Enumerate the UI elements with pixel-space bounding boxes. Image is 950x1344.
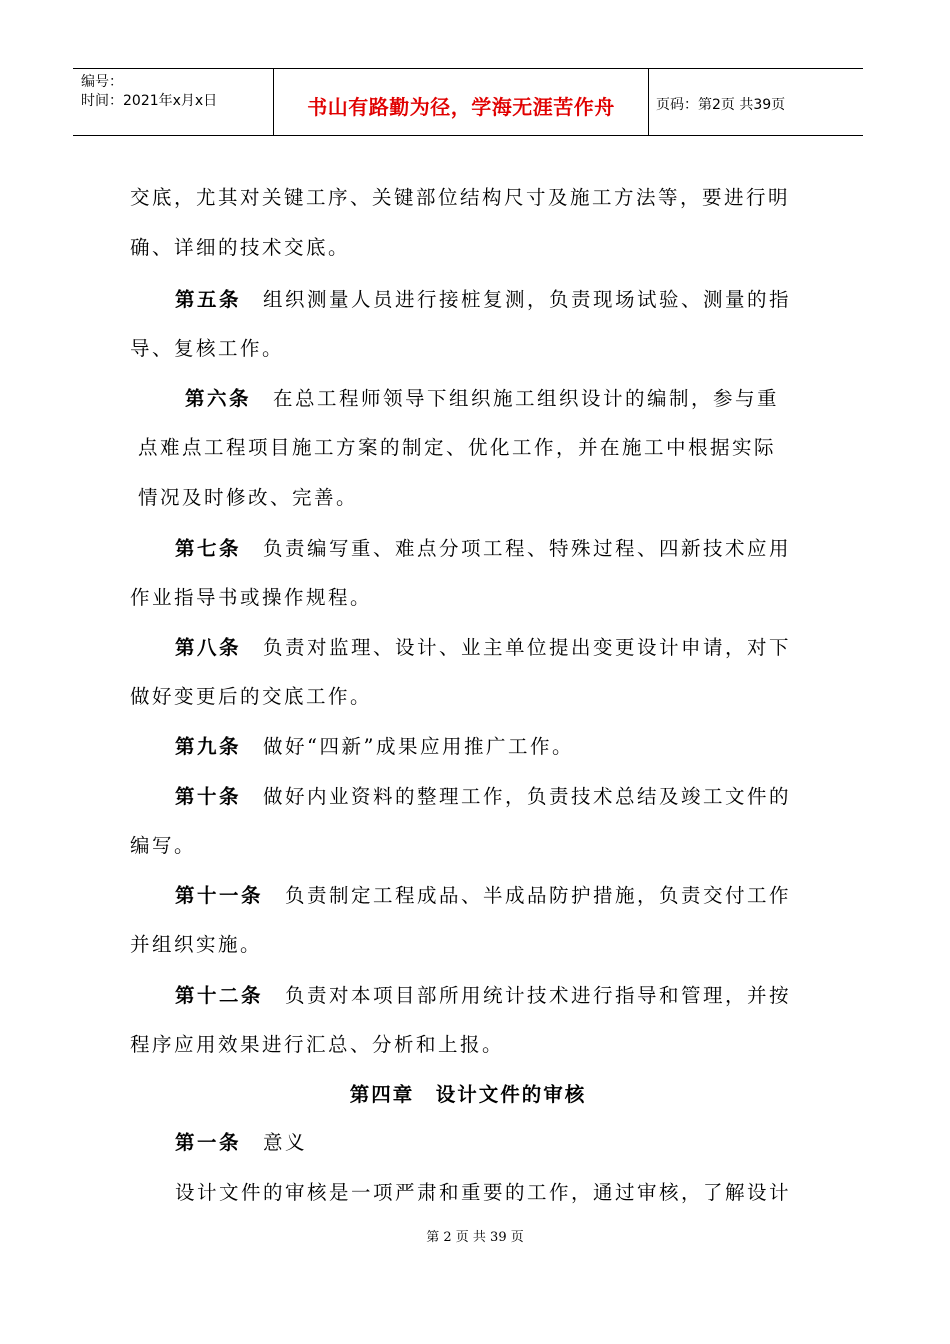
article-text: 负责制定工程成品、半成品防护措施，负责交付工作 bbox=[285, 884, 792, 907]
header-meta bbox=[81, 73, 276, 111]
paragraph-line: 导、复核工作。 bbox=[130, 337, 285, 360]
article-title: 第一条 bbox=[175, 1131, 242, 1154]
article-text: 在总工程师领导下组织施工组织设计的编制，参与重 bbox=[273, 387, 780, 410]
article-7 bbox=[175, 533, 791, 561]
article-text: 做好“四新”成果应用推广工作。 bbox=[263, 735, 574, 758]
paragraph-line: 设计文件的审核是一项严肃和重要的工作，通过审核，了解设计 bbox=[175, 1181, 792, 1204]
article-title: 第六条 bbox=[185, 387, 252, 410]
article-8 bbox=[175, 632, 791, 660]
article-10 bbox=[175, 781, 791, 809]
article-title: 第七条 bbox=[175, 537, 242, 560]
paragraph-line: 编写。 bbox=[130, 834, 197, 857]
paragraph-line: 程序应用效果进行汇总、分析和上报。 bbox=[130, 1033, 505, 1056]
article-9 bbox=[175, 731, 574, 759]
header-motto: 书山有路勤为径，学海无涯苦作舟 bbox=[307, 95, 615, 119]
article-title: 第八条 bbox=[175, 636, 242, 659]
paragraph-line: 作业指导书或操作规程。 bbox=[130, 586, 373, 609]
article-11 bbox=[175, 880, 791, 908]
header-page-info: 页码：第2页 共39页 bbox=[656, 97, 786, 113]
article-text: 负责对本项目部所用统计技术进行指导和管理，并按 bbox=[285, 984, 792, 1007]
chapter-title: 第四章 设计文件的审核 bbox=[349, 1083, 587, 1106]
page-footer: 第 2 页 共 39 页 bbox=[426, 1230, 524, 1245]
article-text: 做好内业资料的整理工作，负责技术总结及竣工文件的 bbox=[263, 785, 792, 808]
document-date: 时间：2021年x月x日 bbox=[81, 93, 218, 109]
page-header bbox=[73, 68, 863, 136]
article-title: 第十一条 bbox=[175, 884, 264, 907]
paragraph-line: 点难点工程项目施工方案的制定、优化工作，并在施工中根据实际 bbox=[138, 436, 777, 459]
article-title: 第九条 bbox=[175, 735, 242, 758]
document-number-label: 编号： bbox=[81, 74, 123, 90]
chapter4-article-1 bbox=[175, 1127, 307, 1155]
paragraph-line: 做好变更后的交底工作。 bbox=[130, 685, 373, 708]
article-text: 负责对监理、设计、业主单位提出变更设计申请，对下 bbox=[263, 636, 792, 659]
paragraph-line: 确、详细的技术交底。 bbox=[130, 236, 351, 259]
paragraph-line: 并组织实施。 bbox=[130, 933, 263, 956]
article-6 bbox=[185, 383, 779, 411]
article-title: 第五条 bbox=[175, 288, 242, 311]
article-text: 意义 bbox=[263, 1131, 308, 1154]
article-title: 第十二条 bbox=[175, 984, 264, 1007]
article-text: 负责编写重、难点分项工程、特殊过程、四新技术应用 bbox=[263, 537, 792, 560]
article-text: 组织测量人员进行接桩复测，负责现场试验、测量的指 bbox=[263, 288, 792, 311]
paragraph-line: 交底，尤其对关键工序、关键部位结构尺寸及施工方法等，要进行明 bbox=[130, 186, 791, 209]
header-divider bbox=[648, 69, 649, 135]
article-12 bbox=[175, 980, 791, 1008]
paragraph-line: 情况及时修改、完善。 bbox=[138, 486, 359, 509]
article-5 bbox=[175, 284, 791, 312]
article-title: 第十条 bbox=[175, 785, 242, 808]
